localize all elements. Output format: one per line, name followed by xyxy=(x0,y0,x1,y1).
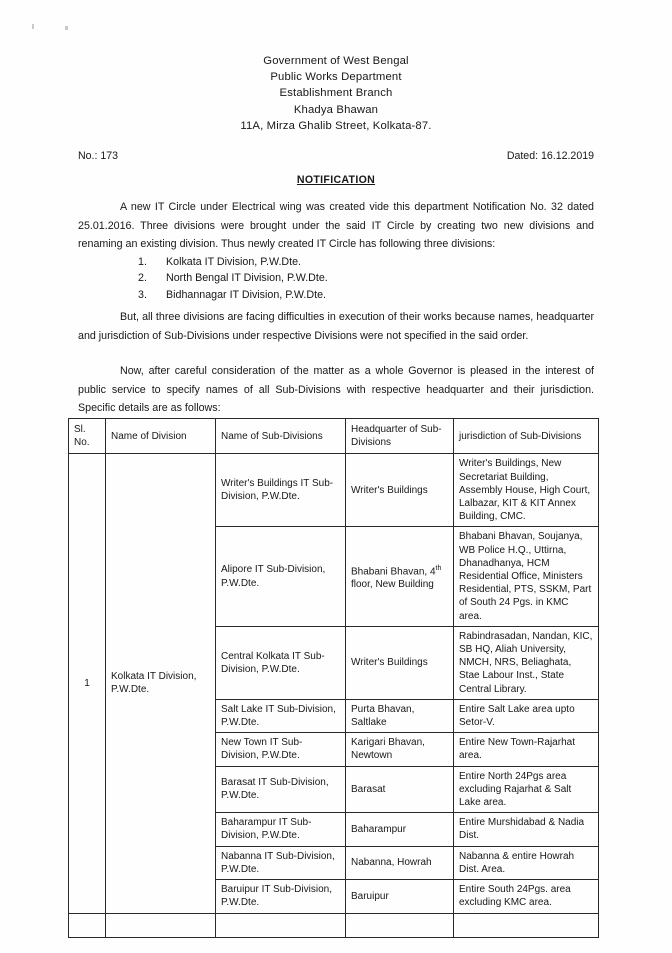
cell-sub-division: Nabanna IT Sub-Division, P.W.Dte. xyxy=(216,846,346,879)
cell-headquarter: Writer's Buildings xyxy=(346,454,454,527)
cell-sub-division: Writer's Buildings IT Sub-Division, P.W.Dte. xyxy=(216,454,346,527)
cell-jurisdiction: Entire South 24Pgs. area excluding KMC area. xyxy=(454,880,599,913)
cell-sub-division: Alipore IT Sub-Division, P.W.Dte. xyxy=(216,527,346,626)
cell-jurisdiction: Entire Salt Lake area upto Setor-V. xyxy=(454,699,599,732)
list-item-label: Kolkata IT Division, P.W.Dte. xyxy=(166,256,302,268)
list-item-number: 3. xyxy=(138,288,147,301)
cell-jurisdiction: Entire Murshidabad & Nadia Dist. xyxy=(454,813,599,846)
cell-empty xyxy=(454,913,599,937)
letterhead-line-building: Khadya Bhawan xyxy=(293,103,379,116)
ordinal-suffix: th xyxy=(435,564,442,572)
headquarter-text-pre: Bhabani Bhavan, 4 xyxy=(351,566,436,578)
cell-jurisdiction: Rabindrasadan, Nandan, KIC, SB HQ, Aliah University, NMCH, NRS, Beliaghata, Stae Labour Inst., State Central Library. xyxy=(454,626,599,699)
page-title-text: NOTIFICATION xyxy=(296,174,376,186)
list-item-number: 1. xyxy=(138,256,147,268)
letterhead-line-government: Government of West Bengal xyxy=(263,55,409,67)
column-header-division: Name of Division xyxy=(106,419,216,454)
cell-sub-division: Central Kolkata IT Sub-Division, P.W.Dte. xyxy=(216,626,346,699)
cell-headquarter: Baharampur xyxy=(346,813,454,846)
cell-jurisdiction: Writer's Buildings, New Secretariat Building, Assembly House, High Court, Lalbazar, KIT & KIT Annex Building, CMC. xyxy=(454,454,599,527)
cell-sub-division: Salt Lake IT Sub-Division, P.W.Dte. xyxy=(216,699,346,732)
list-item xyxy=(138,270,538,286)
reference-line xyxy=(78,150,594,162)
cell-headquarter: Karigari Bhavan, Newtown xyxy=(346,733,454,766)
paragraph-background xyxy=(78,198,594,254)
cell-empty xyxy=(216,913,346,937)
letterhead-line-address: 11A, Mirza Ghalib Street, Kolkata-87. xyxy=(240,119,432,132)
scan-artifact-mark xyxy=(32,24,34,29)
column-header-sub-divisions: Name of Sub-Divisions xyxy=(216,419,346,454)
cell-headquarter: Purta Bhavan, Saltlake xyxy=(346,699,454,732)
letterhead-line-branch: Establishment Branch xyxy=(279,87,393,100)
page-title xyxy=(0,174,672,186)
cell-headquarter: Baruipur xyxy=(346,880,454,913)
cell-division-name: Kolkata IT Division, P.W.Dte. xyxy=(106,454,216,913)
column-header-jurisdiction: jurisdiction of Sub-Divisions xyxy=(454,419,599,454)
paragraph-order-text: Now, after careful consideration of the matter as a whole Governor is pleased in the interest of public service to specify names of all Sub-Divisions with respective headquarter and their jurisdiction. Specific details are as follows: xyxy=(78,365,594,415)
memo-number: No.: 173 xyxy=(78,150,119,162)
paragraph-problem xyxy=(78,308,594,345)
cell-headquarter xyxy=(346,527,454,626)
cell-jurisdiction: Entire North 24Pgs area excluding Rajarhat & Salt Lake area. xyxy=(454,766,599,813)
memo-date: Dated: 16.12.2019 xyxy=(506,150,594,162)
cell-empty xyxy=(106,913,216,937)
column-header-headquarter: Headquarter of Sub-Divisions xyxy=(346,419,454,454)
cell-sub-division: New Town IT Sub-Division, P.W.Dte. xyxy=(216,733,346,766)
cell-empty xyxy=(346,913,454,937)
cell-sub-division: Baharampur IT Sub-Division, P.W.Dte. xyxy=(216,813,346,846)
list-item xyxy=(138,254,538,270)
list-item-number: 2. xyxy=(138,272,147,285)
cell-headquarter: Barasat xyxy=(346,766,454,813)
paragraph-order xyxy=(78,362,594,418)
paragraph-background-text: A new IT Circle under Electrical wing was created vide this department Notification No. 32 dated 25.01.2016. Three divisions were brought under the said IT Circle by creating two new divisions and renaming an existing division. Thus newly created IT Circle has following three divisions: xyxy=(78,201,594,251)
cell-sub-division: Baruipur IT Sub-Division, P.W.Dte. xyxy=(216,880,346,913)
list-item-label: North Bengal IT Division, P.W.Dte. xyxy=(166,272,328,285)
cell-jurisdiction: Nabanna & entire Howrah Dist. Area. xyxy=(454,846,599,879)
sub-divisions-table xyxy=(68,418,599,938)
letterhead xyxy=(0,53,672,134)
cell-headquarter: Writer's Buildings xyxy=(346,626,454,699)
cell-sub-division: Barasat IT Sub-Division, P.W.Dte. xyxy=(216,766,346,813)
headquarter-text-post: floor, New Building xyxy=(351,579,434,591)
cell-sl-no: 1 xyxy=(69,454,106,913)
cell-jurisdiction: Entire New Town-Rajarhat area. xyxy=(454,733,599,766)
list-item-label: Bidhannagar IT Division, P.W.Dte. xyxy=(166,288,326,301)
letterhead-line-department: Public Works Department xyxy=(270,71,402,84)
table-header-row xyxy=(69,419,599,454)
paragraph-problem-text: But, all three divisions are facing difficulties in execution of their works because names, headquarter and jurisdiction of Sub-Divisions under respective Divisions were not specified in the said order. xyxy=(78,311,594,342)
list-item xyxy=(138,287,538,303)
cell-headquarter: Nabanna, Howrah xyxy=(346,846,454,879)
scan-artifact-mark xyxy=(65,26,68,30)
table-row-empty xyxy=(69,913,599,937)
table-row xyxy=(69,454,599,527)
division-list xyxy=(138,254,538,303)
column-header-sl-no: Sl. No. xyxy=(69,419,106,454)
cell-jurisdiction: Bhabani Bhavan, Soujanya, WB Police H.Q., Uttirna, Dhanadhanya, HCM Residential Office, Ministers Residential, PTS, SSKM, Part of South 24 Pgs. in KMC area. xyxy=(454,527,599,626)
cell-empty xyxy=(69,913,106,937)
